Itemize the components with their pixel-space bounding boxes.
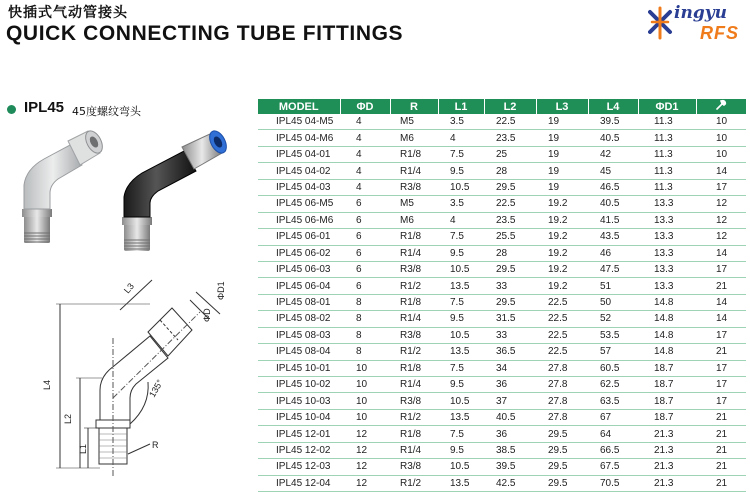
table-cell: 14.8 xyxy=(638,327,696,343)
table-cell: IPL45 06-04 xyxy=(258,278,340,294)
table-cell: 13.3 xyxy=(638,278,696,294)
table-cell: 21.3 xyxy=(638,475,696,491)
bullet-dot-icon xyxy=(7,105,16,114)
table-cell: 11.3 xyxy=(638,130,696,146)
table-cell: 22.5 xyxy=(484,196,536,212)
table-cell: 10 xyxy=(340,360,390,376)
table-cell: 14 xyxy=(696,311,746,327)
table-cell: R1/8 xyxy=(390,360,438,376)
table-cell: 12 xyxy=(340,459,390,475)
table-cell: 3.5 xyxy=(438,196,484,212)
table-cell: 39.5 xyxy=(484,459,536,475)
table-cell: 29.5 xyxy=(484,261,536,277)
column-header-r: R xyxy=(390,99,438,114)
table-cell: 41.5 xyxy=(588,212,638,228)
table-cell: 21 xyxy=(696,459,746,475)
table-cell: 63.5 xyxy=(588,393,638,409)
table-cell: 67.5 xyxy=(588,459,638,475)
table-cell: IPL45 06-M5 xyxy=(258,196,340,212)
table-cell: IPL45 08-02 xyxy=(258,311,340,327)
table-row xyxy=(258,130,746,146)
table-cell: 14.8 xyxy=(638,344,696,360)
table-row xyxy=(258,360,746,376)
logo-wordmark-ingyu: ingyu xyxy=(674,3,727,23)
table-cell: IPL45 12-04 xyxy=(258,475,340,491)
dim-label-l1: L1 xyxy=(78,443,88,454)
table-cell: 22.5 xyxy=(536,294,588,310)
table-cell: 17 xyxy=(696,360,746,376)
table-cell: M6 xyxy=(390,130,438,146)
table-cell: 7.5 xyxy=(438,360,484,376)
table-cell: R3/8 xyxy=(390,179,438,195)
table-cell: 8 xyxy=(340,294,390,310)
table-cell: IPL45 12-01 xyxy=(258,426,340,442)
dimension-drawing xyxy=(0,278,255,482)
table-row xyxy=(258,344,746,360)
table-cell: 13.5 xyxy=(438,475,484,491)
table-cell: R1/4 xyxy=(390,163,438,179)
elbow-body-shape xyxy=(100,336,168,420)
table-cell: 40.5 xyxy=(588,130,638,146)
table-row xyxy=(258,294,746,310)
table-cell: 6 xyxy=(340,261,390,277)
table-cell: IPL45 04-02 xyxy=(258,163,340,179)
table-cell: 8 xyxy=(340,311,390,327)
table-cell: 4 xyxy=(340,114,390,130)
series-code: IPL45 xyxy=(24,99,65,116)
table-row xyxy=(258,179,746,195)
table-cell: 43.5 xyxy=(588,229,638,245)
table-cell: 17 xyxy=(696,393,746,409)
column-header-l4: L4 xyxy=(588,99,638,114)
table-cell: 7.5 xyxy=(438,294,484,310)
column-header-l3: L3 xyxy=(536,99,588,114)
table-cell: 18.7 xyxy=(638,409,696,425)
table-row xyxy=(258,377,746,393)
table-cell: IPL45 06-03 xyxy=(258,261,340,277)
table-cell: 8 xyxy=(340,344,390,360)
table-cell: 19.2 xyxy=(536,229,588,245)
table-row xyxy=(258,311,746,327)
table-cell: 50 xyxy=(588,294,638,310)
table-cell: 9.5 xyxy=(438,311,484,327)
table-cell: 62.5 xyxy=(588,377,638,393)
table-cell: 18.7 xyxy=(638,377,696,393)
table-cell: IPL45 06-M6 xyxy=(258,212,340,228)
table-cell: R1/4 xyxy=(390,311,438,327)
table-cell: 28 xyxy=(484,245,536,261)
column-header-l1: L1 xyxy=(438,99,484,114)
series-name: 45度螺纹弯头 xyxy=(72,105,141,118)
table-cell: R1/2 xyxy=(390,409,438,425)
table-cell: 27.8 xyxy=(536,409,588,425)
table-cell: 22.5 xyxy=(536,344,588,360)
table-cell: 17 xyxy=(696,261,746,277)
table-cell: 10 xyxy=(696,114,746,130)
column-header-phid: ΦD xyxy=(340,99,390,114)
table-cell: 33 xyxy=(484,327,536,343)
table-cell: 21.3 xyxy=(638,459,696,475)
table-cell: IPL45 04-M6 xyxy=(258,130,340,146)
table-cell: 36.5 xyxy=(484,344,536,360)
table-cell: 6 xyxy=(340,245,390,261)
table-cell: 13.3 xyxy=(638,196,696,212)
table-cell: 3.5 xyxy=(438,114,484,130)
table-cell: 27.8 xyxy=(536,360,588,376)
table-cell: 17 xyxy=(696,179,746,195)
table-row xyxy=(258,146,746,162)
table-row xyxy=(258,327,746,343)
table-cell: 18.7 xyxy=(638,393,696,409)
table-cell: 27.8 xyxy=(536,377,588,393)
table-cell: 14 xyxy=(696,245,746,261)
table-cell: 9.5 xyxy=(438,377,484,393)
table-cell: 19 xyxy=(536,114,588,130)
table-cell: 42.5 xyxy=(484,475,536,491)
table-cell: 12 xyxy=(696,212,746,228)
gray-fitting-image xyxy=(22,128,106,243)
table-cell: 60.5 xyxy=(588,360,638,376)
table-cell: IPL45 04-M5 xyxy=(258,114,340,130)
table-cell: 19.2 xyxy=(536,245,588,261)
table-cell: 31.5 xyxy=(484,311,536,327)
table-row xyxy=(258,459,746,475)
table-cell: 10 xyxy=(696,130,746,146)
table-cell: 7.5 xyxy=(438,146,484,162)
table-cell: 29.5 xyxy=(536,442,588,458)
table-row xyxy=(258,426,746,442)
table-cell: 12 xyxy=(696,196,746,212)
table-cell: 67 xyxy=(588,409,638,425)
table-cell: 9.5 xyxy=(438,245,484,261)
dim-label-phid: ΦD xyxy=(202,308,212,322)
table-cell: 14.8 xyxy=(638,294,696,310)
table-cell: R3/8 xyxy=(390,327,438,343)
table-cell: 8 xyxy=(340,327,390,343)
table-cell: IPL45 12-02 xyxy=(258,442,340,458)
table-cell: 17 xyxy=(696,377,746,393)
table-cell: R1/2 xyxy=(390,475,438,491)
wrench-icon xyxy=(715,99,727,111)
table-cell: IPL45 06-01 xyxy=(258,229,340,245)
table-cell: 42 xyxy=(588,146,638,162)
table-cell: 23.5 xyxy=(484,212,536,228)
table-cell: 46.5 xyxy=(588,179,638,195)
table-cell: 38.5 xyxy=(484,442,536,458)
table-body xyxy=(258,114,746,492)
dim-label-l3: L3 xyxy=(121,281,136,296)
table-cell: 11.3 xyxy=(638,163,696,179)
column-header-wrench xyxy=(696,99,746,114)
dim-label-l4: L4 xyxy=(42,379,52,390)
table-cell: 13.5 xyxy=(438,278,484,294)
dim-label-angle: 135° xyxy=(147,377,166,399)
table-cell: R1/8 xyxy=(390,426,438,442)
table-cell: 29.5 xyxy=(484,179,536,195)
table-cell: 17 xyxy=(696,327,746,343)
page-title-chinese: 快插式气动管接头 xyxy=(8,5,128,21)
table-cell: 10 xyxy=(340,377,390,393)
table-cell: 21.3 xyxy=(638,442,696,458)
table-cell: R1/2 xyxy=(390,344,438,360)
table-cell: 70.5 xyxy=(588,475,638,491)
table-cell: 22.5 xyxy=(484,114,536,130)
table-cell: 4 xyxy=(340,130,390,146)
table-cell: 4 xyxy=(340,163,390,179)
table-cell: 14.8 xyxy=(638,311,696,327)
table-cell: 14 xyxy=(696,163,746,179)
table-row xyxy=(258,163,746,179)
table-cell: 36 xyxy=(484,377,536,393)
table-cell: R1/4 xyxy=(390,442,438,458)
table-cell: 21 xyxy=(696,426,746,442)
table-cell: 13.3 xyxy=(638,229,696,245)
table-cell: 4 xyxy=(340,146,390,162)
table-row xyxy=(258,212,746,228)
table-cell: 10.5 xyxy=(438,327,484,343)
table-cell: R3/8 xyxy=(390,459,438,475)
table-cell: R1/8 xyxy=(390,294,438,310)
table-cell: 10 xyxy=(340,409,390,425)
table-cell: 18.7 xyxy=(638,360,696,376)
table-row xyxy=(258,409,746,425)
table-cell: 33 xyxy=(484,278,536,294)
table-cell: 52 xyxy=(588,311,638,327)
table-cell: 22.5 xyxy=(536,311,588,327)
table-cell: R3/8 xyxy=(390,393,438,409)
table-cell: IPL45 08-04 xyxy=(258,344,340,360)
table-cell: 4 xyxy=(340,179,390,195)
table-cell: 34 xyxy=(484,360,536,376)
table-cell: IPL45 08-03 xyxy=(258,327,340,343)
table-cell: 40.5 xyxy=(588,196,638,212)
table-cell: 29.5 xyxy=(484,294,536,310)
table-cell: IPL45 08-01 xyxy=(258,294,340,310)
table-cell: 21 xyxy=(696,475,746,491)
spec-table xyxy=(258,99,747,492)
table-cell: 21 xyxy=(696,442,746,458)
table-cell: 12 xyxy=(340,475,390,491)
table-cell: IPL45 10-02 xyxy=(258,377,340,393)
table-row xyxy=(258,245,746,261)
table-cell: IPL45 04-01 xyxy=(258,146,340,162)
table-cell: 6 xyxy=(340,278,390,294)
black-fitting-image xyxy=(122,128,230,251)
table-cell: 10.5 xyxy=(438,459,484,475)
table-cell: 19.2 xyxy=(536,196,588,212)
table-cell: 13.3 xyxy=(638,212,696,228)
dim-label-phid1: ΦD1 xyxy=(216,281,226,300)
table-row xyxy=(258,261,746,277)
table-cell: 66.5 xyxy=(588,442,638,458)
table-cell: 29.5 xyxy=(536,475,588,491)
table-cell: 46 xyxy=(588,245,638,261)
table-row xyxy=(258,229,746,245)
table-row xyxy=(258,442,746,458)
table-cell: R1/8 xyxy=(390,229,438,245)
table-cell: 37 xyxy=(484,393,536,409)
table-cell: 11.3 xyxy=(638,146,696,162)
table-cell: IPL45 10-03 xyxy=(258,393,340,409)
table-cell: 13.3 xyxy=(638,245,696,261)
table-cell: IPL45 12-03 xyxy=(258,459,340,475)
table-cell: M5 xyxy=(390,196,438,212)
dim-label-l2: L2 xyxy=(63,413,73,424)
table-cell: R1/2 xyxy=(390,278,438,294)
table-cell: 22.5 xyxy=(536,327,588,343)
table-cell: 27.8 xyxy=(536,393,588,409)
logo-wordmark-rfs: RFS xyxy=(700,23,739,43)
table-cell: M5 xyxy=(390,114,438,130)
table-cell: 13.3 xyxy=(638,261,696,277)
table-cell: R1/8 xyxy=(390,146,438,162)
table-cell: M6 xyxy=(390,212,438,228)
table-cell: 12 xyxy=(340,426,390,442)
logo-star-icon xyxy=(650,8,670,38)
table-cell: 28 xyxy=(484,163,536,179)
table-cell: 19 xyxy=(536,179,588,195)
table-cell: 10 xyxy=(696,146,746,162)
table-cell: R1/4 xyxy=(390,245,438,261)
table-cell: IPL45 10-01 xyxy=(258,360,340,376)
table-cell: 57 xyxy=(588,344,638,360)
table-cell: 12 xyxy=(696,229,746,245)
product-photo xyxy=(0,125,255,265)
table-cell: 7.5 xyxy=(438,426,484,442)
table-cell: 6 xyxy=(340,196,390,212)
table-cell: 39.5 xyxy=(588,114,638,130)
table-row xyxy=(258,278,746,294)
table-cell: 11.3 xyxy=(638,114,696,130)
table-cell: 10.5 xyxy=(438,261,484,277)
table-cell: 19.2 xyxy=(536,261,588,277)
table-cell: 21 xyxy=(696,409,746,425)
dim-label-r: R xyxy=(152,440,159,450)
table-cell: R1/4 xyxy=(390,377,438,393)
table-row xyxy=(258,393,746,409)
table-cell: R3/8 xyxy=(390,261,438,277)
table-cell: 10 xyxy=(340,393,390,409)
table-cell: IPL45 06-02 xyxy=(258,245,340,261)
table-cell: 4 xyxy=(438,212,484,228)
table-row xyxy=(258,196,746,212)
table-cell: 19.2 xyxy=(536,278,588,294)
table-cell: 12 xyxy=(340,442,390,458)
column-header-model: MODEL xyxy=(258,99,340,114)
table-cell: 13.5 xyxy=(438,409,484,425)
table-cell: IPL45 04-03 xyxy=(258,179,340,195)
table-cell: 23.5 xyxy=(484,130,536,146)
table-cell: IPL45 10-04 xyxy=(258,409,340,425)
table-cell: 19 xyxy=(536,163,588,179)
table-cell: 19.2 xyxy=(536,212,588,228)
table-cell: 25.5 xyxy=(484,229,536,245)
table-cell: 21.3 xyxy=(638,426,696,442)
table-cell: 9.5 xyxy=(438,163,484,179)
table-cell: 6 xyxy=(340,212,390,228)
table-cell: 25 xyxy=(484,146,536,162)
table-cell: 13.5 xyxy=(438,344,484,360)
table-cell: 51 xyxy=(588,278,638,294)
table-cell: 21 xyxy=(696,344,746,360)
table-cell: 10.5 xyxy=(438,393,484,409)
table-cell: 4 xyxy=(438,130,484,146)
collet-shape xyxy=(148,308,192,356)
table-cell: 11.3 xyxy=(638,179,696,195)
table-cell: 19 xyxy=(536,130,588,146)
page-title-english: QUICK CONNECTING TUBE FITTINGS xyxy=(6,22,404,45)
table-cell: 45 xyxy=(588,163,638,179)
table-cell: 64 xyxy=(588,426,638,442)
table-cell: 29.5 xyxy=(536,426,588,442)
table-cell: 29.5 xyxy=(536,459,588,475)
table-cell: 36 xyxy=(484,426,536,442)
table-cell: 47.5 xyxy=(588,261,638,277)
table-cell: 19 xyxy=(536,146,588,162)
table-cell: 21 xyxy=(696,278,746,294)
column-header-phid1: ΦD1 xyxy=(638,99,696,114)
table-row xyxy=(258,114,746,130)
table-cell: 6 xyxy=(340,229,390,245)
column-header-l2: L2 xyxy=(484,99,536,114)
table-cell: 40.5 xyxy=(484,409,536,425)
table-row xyxy=(258,475,746,491)
table-cell: 9.5 xyxy=(438,442,484,458)
table-cell: 53.5 xyxy=(588,327,638,343)
table-cell: 7.5 xyxy=(438,229,484,245)
table-cell: 10.5 xyxy=(438,179,484,195)
table-cell: 14 xyxy=(696,294,746,310)
table-header-row xyxy=(258,99,746,114)
